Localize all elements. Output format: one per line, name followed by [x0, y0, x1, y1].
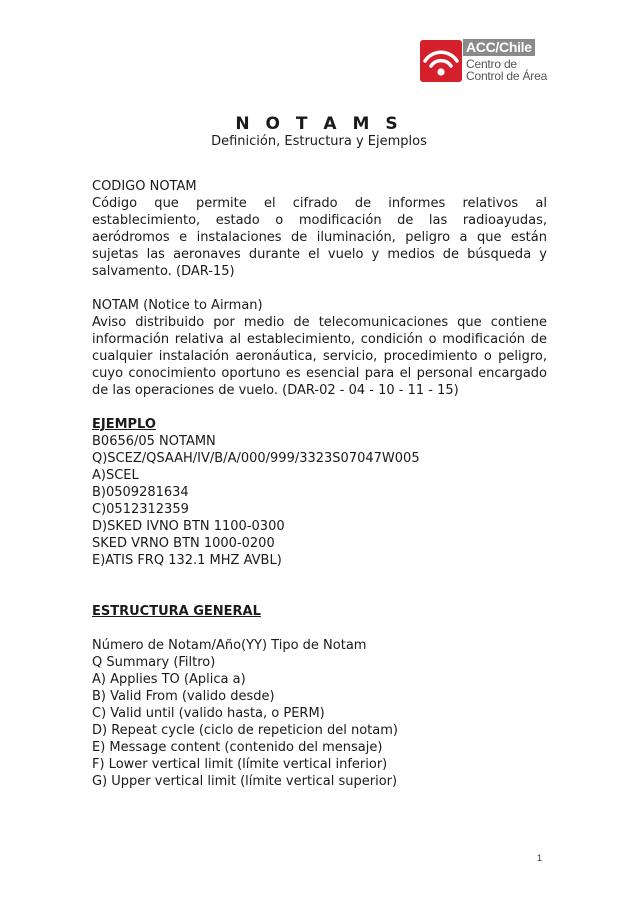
logo-title: ACC/Chile [463, 39, 535, 56]
logo-subtitle-line1: Centro de [466, 57, 517, 71]
codigo-heading: CODIGO NOTAM [92, 179, 197, 194]
estructura-line: F) Lower vertical limit (límite vertical inferior) [92, 757, 388, 772]
document-subtitle: Definición, Estructura y Ejemplos [211, 134, 427, 149]
estructura-line: Número de Notam/Año(YY) Tipo de Notam [92, 638, 367, 653]
wifi-signal-icon [420, 40, 462, 82]
logo-text [463, 39, 549, 83]
estructura-line: Q Summary (Filtro) [92, 655, 216, 670]
estructura-line: B) Valid From (valido desde) [92, 689, 275, 704]
codigo-definition: Código que permite el cifrado de informes relativos al establecimiento, estado o modificación de las radioayudas, aeródromos e instalaciones de iluminación, peligro a que están sujetas las aeronaves durante el vuelo y medios de búsqueda y salvamento. (DAR-15) [92, 196, 547, 279]
ejemplo-line: D)SKED IVNO BTN 1100-0300 [92, 519, 285, 534]
document-body [92, 178, 547, 790]
estructura-line: D) Repeat cycle (ciclo de repeticion del notam) [92, 723, 398, 738]
ejemplo-heading: EJEMPLO [92, 417, 156, 432]
page-number: 1 [537, 853, 543, 863]
acc-chile-logo [420, 39, 550, 83]
ejemplo-line: B0656/05 NOTAMN [92, 434, 216, 449]
estructura-line: E) Message content (contenido del mensaje) [92, 740, 383, 755]
estructura-line: C) Valid until (valido hasta, o PERM) [92, 706, 325, 721]
estructura-heading: ESTRUCTURA GENERAL [92, 604, 261, 619]
ejemplo-line: C)0512312359 [92, 502, 189, 517]
ejemplo-line: E)ATIS FRQ 132.1 MHZ AVBL) [92, 553, 282, 568]
ejemplo-line: B)0509281634 [92, 485, 189, 500]
document-title: N O T A M S [235, 114, 403, 134]
ejemplo-line: SKED VRNO BTN 1000-0200 [92, 536, 275, 551]
estructura-line: A) Applies TO (Aplica a) [92, 672, 246, 687]
ejemplo-line: A)SCEL [92, 468, 139, 483]
notam-definition: Aviso distribuido por medio de telecomunicaciones que contiene información relativa al establecimiento, condición o modificación de cualquier instalación aeronáutica, servicio, procedimiento o peligro, cuyo conocimiento oportuno es esencial para el personal encargado de las operaciones de vuelo. (DAR-02 - 04 - 10 - 11 - 15) [92, 315, 547, 398]
ejemplo-line: Q)SCEZ/QSAAH/IV/B/A/000/999/3323S07047W005 [92, 451, 420, 466]
estructura-line: G) Upper vertical limit (límite vertical superior) [92, 774, 398, 789]
logo-subtitle-line2: Control de Área [466, 69, 548, 83]
notam-heading: NOTAM (Notice to Airman) [92, 298, 263, 313]
